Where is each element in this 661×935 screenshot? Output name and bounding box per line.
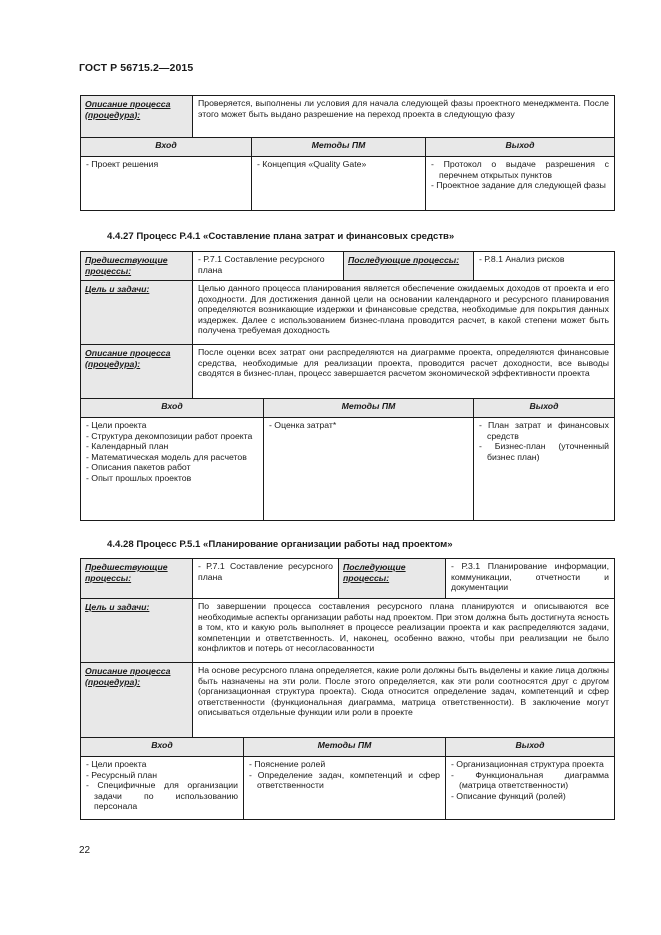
- section-title-4-4-27: 4.4.27 Процесс Р.4.1 «Составление плана затрат и финансовых средств»: [107, 231, 455, 242]
- description-text: После оценки всех затрат они распределяются на диаграмме проекта, определяются финансовые средства, необходимые для реализации проекта, проводится расчет доходности, все выводы сводятся в бизнес-план, процесс завершается расчетом экономической эффективности проекта: [193, 345, 615, 399]
- predecessors-label: Предшествующие процессы:: [81, 252, 193, 281]
- output-item: - Функциональная диаграмма (матрица ответственности): [451, 769, 609, 791]
- method-item: - Пояснение ролей: [249, 759, 326, 769]
- inputs-cell: [81, 757, 244, 820]
- document-header: ГОСТ Р 56715.2—2015: [79, 62, 194, 74]
- section-title-4-4-28: 4.4.28 Процесс Р.5.1 «Планирование организации работы над проектом»: [107, 539, 453, 550]
- goals-text: По завершении процесса составления ресурсного плана планируются и описываются все необходимые аспекты организации работы над проектом. При этом должна быть достигнута ясность в том, кто и какую роль выполняет в процессе реализации проекта и как распределяются задачи, компетенции и ответственность. И, наконец, особенно важно, чтобы при реализации не было конфликтов и потерь от несогласованности: [193, 599, 615, 663]
- goals-text: Целью данного процесса планирования является обеспечение ожидаемых доходов от проекта и его доходности. Для достижения данной цели на основании календарного и ресурсного планирования определяются возникающие издержки и финансовые средства, необходимые для покрытия данных издержек. Далее с использованием бизнес-плана проводится расчет, в какой степени может быть получена требуемая доходность: [193, 281, 615, 345]
- output-item: - Бизнес-план (уточненный бизнес план): [479, 441, 609, 462]
- inputs-cell: [81, 157, 252, 211]
- methods-header: Методы ПМ: [252, 138, 426, 157]
- output-item: - Протокол о выдаче разрешения с перечнем открытых пунктов: [431, 159, 610, 180]
- output-item: - Организационная структура проекта: [451, 759, 604, 769]
- predecessors-label: Предшествующие процессы:: [81, 559, 193, 599]
- description-label: Описание процесса (процедура):: [81, 96, 193, 138]
- input-item: - Цели проекта: [86, 420, 147, 430]
- methods-header: Методы ПМ: [264, 399, 474, 418]
- successors-label: Последующие процессы:: [344, 252, 474, 281]
- method-item: - Оценка затрат*: [269, 420, 337, 430]
- process-table-4-4-28: [80, 558, 615, 820]
- description-label: Описание процесса (процедура):: [81, 345, 193, 399]
- input-item: - Ресурсный план: [86, 769, 158, 780]
- output-header: Выход: [474, 399, 615, 418]
- predecessors-value: - Р.7.1 Составление ресурсного плана: [193, 559, 339, 599]
- method-item: - Концепция «Quality Gate»: [257, 159, 367, 169]
- methods-cell: [252, 157, 426, 211]
- input-item: - Опыт прошлых проектов: [86, 472, 192, 483]
- successors-label: Последующие процессы:: [339, 559, 446, 599]
- input-header: Вход: [81, 399, 264, 418]
- inputs-cell: [81, 418, 264, 521]
- goals-label: Цель и задачи:: [81, 599, 193, 663]
- method-item: - Определение задач, компетенций и сфер ответственности: [249, 769, 440, 791]
- page-number: 22: [79, 845, 91, 856]
- successors-value: - Р.8.1 Анализ рисков: [474, 252, 615, 281]
- description-label: Описание процесса (процедура):: [81, 663, 193, 738]
- input-header: Вход: [81, 138, 252, 157]
- description-text: Проверяется, выполнены ли условия для начала следующей фазы проектного менеджмента. После этого может быть выдано разрешение на переход проекта в следующую фазу: [193, 96, 615, 138]
- output-item: - Проектное задание для следующей фазы: [431, 180, 606, 191]
- methods-header: Методы ПМ: [244, 738, 446, 757]
- input-item: - Проект решения: [86, 159, 159, 169]
- input-item: - Календарный план: [86, 441, 169, 452]
- output-item: - Описание функций (ролей): [451, 790, 566, 801]
- successors-value: - Р.3.1 Планирование информации, коммуникации, отчетности и документации: [446, 559, 615, 599]
- input-header: Вход: [81, 738, 244, 757]
- input-item: - Специфичные для организации задачи по использованию персонала: [86, 780, 238, 812]
- methods-cell: [244, 757, 446, 820]
- input-item: - Структура декомпозиции работ проекта: [86, 430, 253, 441]
- description-text: На основе ресурсного плана определяется, какие роли должны быть выделены и какие лица должны быть назначены на эти роли. После этого определяется, как эти роли соотносятся друг с другом (организационная структура проекта). Сюда относится определение задач, компетенций и сфер ответственности (функциональная диаграмма, матрица ответственности). В заключение могут описываться отдельные функции или роли в проекте: [193, 663, 615, 738]
- output-header: Выход: [446, 738, 615, 757]
- goals-label: Цель и задачи:: [81, 281, 193, 345]
- methods-cell: [264, 418, 474, 521]
- output-header: Выход: [426, 138, 615, 157]
- input-item: - Описания пакетов работ: [86, 462, 191, 473]
- process-table-4-4-27: [80, 251, 615, 521]
- predecessors-value: - Р.7.1 Составление ресурсного плана: [193, 252, 344, 281]
- outputs-cell: [446, 757, 615, 820]
- process-table-continued: [80, 95, 615, 211]
- output-item: - План затрат и финансовых средств: [479, 420, 609, 441]
- outputs-cell: [474, 418, 615, 521]
- input-item: - Математическая модель для расчетов: [86, 451, 247, 462]
- outputs-cell: [426, 157, 615, 211]
- input-item: - Цели проекта: [86, 759, 147, 769]
